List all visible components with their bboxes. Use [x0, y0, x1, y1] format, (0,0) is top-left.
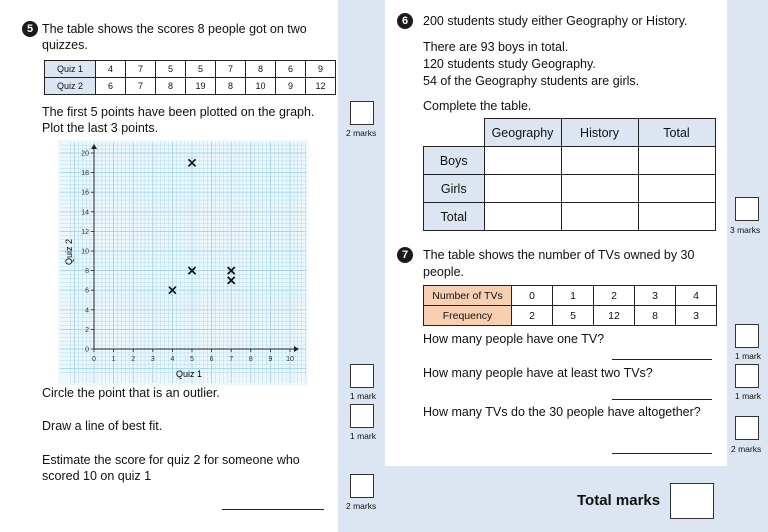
q5-estimate-mark-label: 2 marks: [346, 501, 377, 511]
q6-answer-cell[interactable]: [638, 203, 715, 231]
q7-cell: 4: [676, 286, 717, 306]
y-tick-label: 4: [85, 307, 89, 315]
q6-answer-cell[interactable]: [484, 175, 561, 203]
x-axis-label: Quiz 1: [175, 369, 203, 379]
question-7-number: 7: [397, 247, 413, 263]
x-tick-label: 4: [170, 356, 175, 363]
scatter-graph[interactable]: [58, 140, 308, 385]
q7-cell: 2: [512, 306, 553, 326]
q6-answer-cell[interactable]: [484, 203, 561, 231]
q6-fact-2: 120 students study Geography.: [423, 57, 596, 71]
q6-answer-cell[interactable]: [561, 203, 638, 231]
q7-answer-line-1[interactable]: [612, 359, 712, 360]
q5-row-label: Quiz 2: [45, 78, 96, 95]
q5-estimate-answer-line[interactable]: [222, 509, 324, 510]
q7-mark-label-1: 1 mark: [735, 351, 761, 361]
q5-plot-line1: The first 5 points have been plotted on the graph.: [42, 105, 315, 119]
q5-cell: 7: [216, 61, 246, 78]
q5-cell: 10: [246, 78, 276, 95]
q6-answer-cell[interactable]: [484, 147, 561, 175]
q5-cell: 9: [276, 78, 306, 95]
q7-mark-label-2: 1 mark: [735, 391, 761, 401]
x-tick-label: 7: [229, 356, 234, 363]
x-tick-label: 3: [150, 356, 155, 363]
question-5-number: 5: [22, 21, 38, 37]
q5-plot-mark-label: 2 marks: [346, 128, 377, 138]
q6-instruction: Complete the table.: [423, 99, 532, 113]
q5-cell: 6: [96, 78, 126, 95]
q5-part-best-fit: Draw a line of best fit.: [42, 419, 163, 433]
y-tick-label: 8: [85, 268, 89, 276]
q5-outlier-mark-label: 1 mark: [350, 391, 376, 401]
x-tick-label: 10: [286, 356, 294, 363]
q7-frequency-table: [423, 285, 717, 326]
x-tick-label: 6: [209, 356, 214, 363]
q7-mark-box-1[interactable]: [735, 324, 759, 348]
q5-part-outlier: Circle the point that is an outlier.: [42, 386, 220, 400]
y-tick-label: 12: [81, 228, 89, 236]
q6-answer-cell[interactable]: [638, 175, 715, 203]
x-tick-label: 0: [92, 356, 96, 363]
q7-question-3: How many TVs do the 30 people have altogether?: [423, 405, 701, 419]
q5-best-fit-mark-box[interactable]: [350, 404, 374, 428]
q7-mark-box-3[interactable]: [735, 416, 759, 440]
q5-scores-table: [44, 60, 336, 95]
q7-cell: 2: [594, 286, 635, 306]
total-marks-box[interactable]: [670, 483, 714, 519]
question-6-number: 6: [397, 13, 413, 29]
q7-row-label-tvs: Number of TVs: [424, 286, 512, 306]
q6-mark-box[interactable]: [735, 197, 759, 221]
q6-corner: [424, 119, 485, 147]
q5-estimate-mark-box[interactable]: [350, 474, 374, 498]
q6-answer-cell[interactable]: [638, 147, 715, 175]
q6-row-girls: Girls: [424, 175, 485, 203]
q5-cell: 7: [126, 78, 156, 95]
q5-cell: 6: [276, 61, 306, 78]
q5-intro-line2: quizzes.: [42, 38, 88, 52]
y-tick-label: 10: [81, 248, 89, 256]
q7-intro-line2: people.: [423, 265, 465, 279]
q5-cell: 5: [156, 61, 186, 78]
q7-answer-line-3[interactable]: [612, 453, 712, 454]
x-tick-label: 9: [268, 356, 273, 363]
q5-intro-line1: The table shows the scores 8 people got on two: [42, 22, 307, 36]
q5-cell: 12: [306, 78, 336, 95]
q7-cell: 1: [553, 286, 594, 306]
y-tick-label: 0: [85, 346, 89, 354]
q5-cell: 8: [156, 78, 186, 95]
q5-cell: 7: [126, 61, 156, 78]
y-tick-label: 6: [85, 287, 89, 295]
q5-cell: 5: [186, 61, 216, 78]
q5-part-estimate-line1: Estimate the score for quiz 2 for someone who: [42, 453, 300, 467]
x-tick-label: 5: [190, 356, 194, 363]
y-tick-label: 14: [81, 209, 89, 217]
y-tick-label: 16: [81, 189, 89, 197]
q7-mark-label-3: 2 marks: [731, 444, 762, 454]
q6-intro: 200 students study either Geography or History.: [423, 14, 688, 28]
q7-cell: 12: [594, 306, 635, 326]
q6-header-geography: Geography: [484, 119, 561, 147]
q5-row-label: Quiz 1: [45, 61, 96, 78]
q7-question-2: How many people have at least two TVs?: [423, 366, 653, 380]
q7-answer-line-2[interactable]: [612, 399, 712, 400]
q5-cell: 8: [246, 61, 276, 78]
q6-two-way-table: [423, 118, 716, 231]
q5-cell: 9: [306, 61, 336, 78]
q7-cell: 5: [553, 306, 594, 326]
q7-row-label-frequency: Frequency: [424, 306, 512, 326]
q7-cell: 3: [676, 306, 717, 326]
q6-answer-cell[interactable]: [561, 175, 638, 203]
q5-cell: 8: [216, 78, 246, 95]
q7-cell: 3: [635, 286, 676, 306]
q7-intro-line1: The table shows the number of TVs owned by 30: [423, 248, 695, 262]
q6-mark-label: 3 marks: [730, 225, 761, 235]
x-tick-label: 8: [248, 356, 253, 363]
q5-outlier-mark-box[interactable]: [350, 364, 374, 388]
q6-answer-cell[interactable]: [561, 147, 638, 175]
q6-header-total: Total: [638, 119, 715, 147]
q7-cell: 0: [512, 286, 553, 306]
q6-fact-1: There are 93 boys in total.: [423, 40, 569, 54]
q6-row-boys: Boys: [424, 147, 485, 175]
q7-question-1: How many people have one TV?: [423, 332, 605, 346]
q5-cell: 4: [96, 61, 126, 78]
y-tick-label: 2: [85, 326, 89, 334]
q5-plot-mark-box[interactable]: [350, 101, 374, 125]
y-tick-label: 20: [81, 150, 89, 158]
q6-row-total: Total: [424, 203, 485, 231]
y-axis-label: Quiz 2: [64, 238, 74, 266]
q7-cell: 8: [635, 306, 676, 326]
q5-part-estimate-line2: scored 10 on quiz 1: [42, 469, 152, 483]
q5-best-fit-mark-label: 1 mark: [350, 431, 376, 441]
x-tick-label: 2: [131, 356, 136, 363]
q5-plot-line2: Plot the last 3 points.: [42, 121, 159, 135]
q6-header-history: History: [561, 119, 638, 147]
x-tick-label: 1: [111, 356, 116, 363]
q7-mark-box-2[interactable]: [735, 364, 759, 388]
q6-fact-3: 54 of the Geography students are girls.: [423, 74, 640, 88]
y-tick-label: 18: [81, 170, 89, 178]
q5-cell: 19: [186, 78, 216, 95]
total-marks-label: Total marks: [577, 492, 661, 509]
